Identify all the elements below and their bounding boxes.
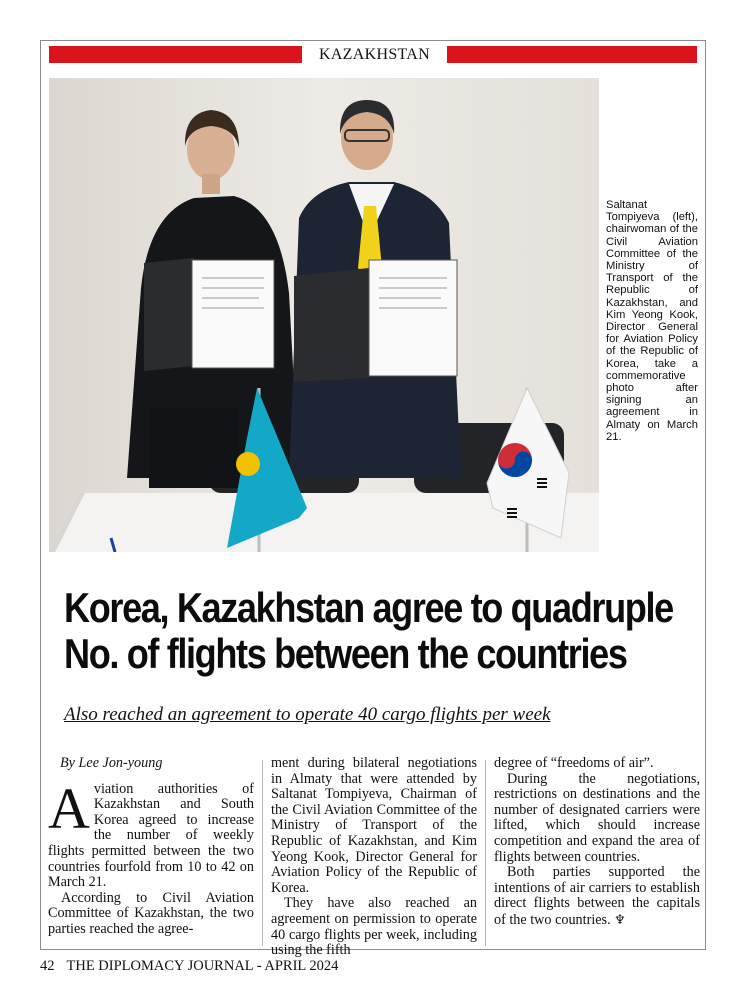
headline-line-2: No. of flights between the countries	[64, 630, 627, 677]
paragraph: degree of “freedoms of air”.	[494, 755, 654, 771]
subheadline: Also reached an agreement to operate 40 cargo flights per week	[64, 704, 551, 725]
paragraph: According to Civil Aviation Committee of Kazakhstan, the two parties reached the agree-	[48, 889, 254, 937]
lead-text: viation authorities of Kazakhstan and South Korea agreed to increase the number of weekly flights permitted between the two countries fourfold from 10 to 42 on March 21.	[48, 780, 254, 891]
publication-name: THE DIPLOMACY JOURNAL - APRIL 2024	[66, 958, 339, 974]
section-label: KAZAKHSTAN	[318, 46, 431, 63]
byline: By Lee Jon-young	[60, 755, 163, 771]
paragraph-final	[494, 865, 700, 928]
article-column-3	[494, 756, 700, 929]
article-photo	[49, 78, 599, 552]
photo-caption: Saltanat Tompiyeva (left), chairwoman of the Civil Aviation Committee of the Ministry of Transport of the Republic of Kazakhstan, and Kim Yeong Kook, Director General for Aviation Policy of the Republic of Korea, take a commemorative photo after signing an agreement in Almaty on March 21.	[606, 199, 698, 443]
paragraph: During the negotiations, restrictions on destinations and the number of designated carriers were lifted, which should increase competition and expand the area of flights between countries.	[494, 770, 700, 865]
headline-line-1: Korea, Kazakhstan agree to quadruple	[64, 584, 673, 631]
section-header	[49, 45, 697, 65]
final-text: Both parties supported the intentions of air carriers to establish direct flights between the capitals of the two countries.	[494, 864, 700, 928]
paragraph-lead	[48, 775, 254, 891]
article-column-2	[271, 756, 477, 959]
paragraph: ment during bilateral negotiations in Almaty that were attended by Saltanat Tompiyeva, Chairman of the Civil Aviation Committee of the Ministry of Transport of the Republic of Kazakhstan, and Kim Yeong Kook, Director General for Aviation Policy of the Republic of Korea.	[271, 755, 477, 896]
drop-cap: A	[48, 775, 90, 841]
article-column-1	[48, 756, 254, 938]
section-bar-left	[49, 46, 302, 63]
article-body	[0, 755, 750, 959]
page-number: 42	[40, 958, 55, 974]
section-bar-right	[447, 46, 697, 63]
paragraph: They have also reached an agreement on permission to operate 40 cargo flights per week, including using the fifth	[271, 895, 477, 959]
headline	[64, 584, 673, 677]
end-mark-icon: ♆	[614, 911, 626, 927]
page-footer	[40, 958, 338, 975]
photo-illustration	[49, 78, 599, 552]
